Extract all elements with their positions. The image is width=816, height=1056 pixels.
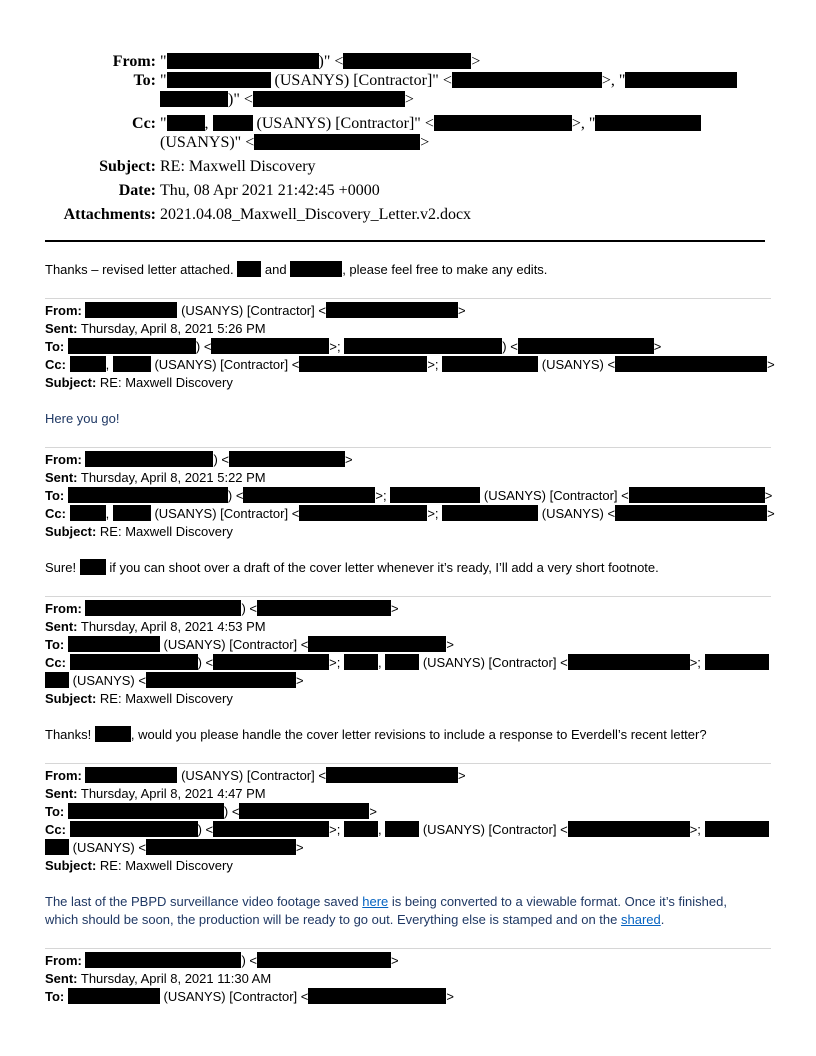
cc-label: Cc: [45, 357, 66, 372]
redaction [68, 803, 224, 819]
subject-text: RE: Maxwell Discovery [99, 858, 233, 873]
email-divider [45, 298, 771, 299]
header-to-org: (USANYS) [Contractor] [274, 72, 433, 89]
header-subject-label: Subject: [99, 158, 156, 175]
email-body [45, 559, 771, 577]
org-text: (USANYS) [Contractor] [163, 637, 298, 652]
cc-label: Cc: [45, 655, 66, 670]
header-from-label: From: [112, 53, 156, 70]
redaction [211, 338, 329, 354]
org-text: (USANYS) [Contractor] [483, 488, 618, 503]
redaction [160, 91, 228, 107]
redaction [595, 115, 701, 131]
redaction [257, 952, 391, 968]
redaction [568, 821, 690, 837]
email-body [45, 893, 771, 929]
redaction [615, 505, 767, 521]
redaction [146, 839, 296, 855]
redaction [625, 72, 737, 88]
subject-text: RE: Maxwell Discovery [99, 524, 233, 539]
from-label: From: [45, 303, 82, 318]
header-cc-row: Cc: " , (USANYS) [Contractor]" < >, " (USANYS)" < > [0, 114, 816, 152]
redaction [239, 803, 369, 819]
redaction [343, 53, 471, 69]
redaction [518, 338, 654, 354]
redaction [146, 672, 296, 688]
redaction [70, 505, 106, 521]
header-cc-org2: (USANYS) [160, 134, 235, 151]
redaction [299, 356, 427, 372]
redaction [85, 767, 177, 783]
to-label: To: [45, 339, 65, 354]
redaction [213, 654, 329, 670]
header-cc-label: Cc: [132, 115, 156, 132]
redaction [629, 487, 765, 503]
body-text: Sure! [45, 560, 77, 575]
quoted-email: From: ) < > Sent: Thursday, April 8, 2021 4:53 PM To: (USANYS) [Contractor] < > Cc: ) < >; , (USANYS) [Contractor] < >; (USANYS) < > Subject: RE: Maxwell Discovery Thanks! , would you please handle the cover letter revisions to include a response to Everdell’s recent letter? [45, 600, 771, 744]
redaction [70, 654, 198, 670]
redaction [68, 636, 160, 652]
from-label: From: [45, 768, 82, 783]
header-attachments-row [0, 205, 816, 224]
subject-label: Subject: [45, 524, 97, 539]
email-divider [45, 596, 771, 597]
redaction [615, 356, 767, 372]
top-message-text: Thanks – revised letter attached. [45, 262, 234, 277]
redaction [68, 487, 228, 503]
body-text: Thanks! [45, 727, 92, 742]
redaction [299, 505, 427, 521]
header-date-row [0, 181, 816, 200]
redaction [85, 451, 213, 467]
redaction [167, 72, 271, 88]
redaction [45, 672, 69, 688]
redaction [326, 302, 458, 318]
sent-label: Sent: [45, 971, 78, 986]
redaction [308, 988, 446, 1004]
sent-date: Thursday, April 8, 2021 4:53 PM [80, 619, 266, 634]
redaction [308, 636, 446, 652]
org-text: (USANYS) [541, 506, 604, 521]
redaction [442, 356, 538, 372]
subject-text: RE: Maxwell Discovery [99, 691, 233, 706]
org-text: (USANYS) [Contractor] [154, 357, 289, 372]
redaction [705, 654, 769, 670]
quoted-email: From: ) < > Sent: Thursday, April 8, 2021 11:30 AM To: (USANYS) [Contractor] < > [45, 953, 454, 1004]
redaction [85, 600, 241, 616]
header-subject-row [0, 157, 816, 176]
sent-label: Sent: [45, 321, 78, 336]
redaction [68, 988, 160, 1004]
header-subject: RE: Maxwell Discovery [160, 158, 316, 175]
email-divider [45, 948, 771, 949]
top-message [45, 261, 771, 279]
top-message-text: , please feel free to make any edits. [342, 262, 548, 277]
sent-label: Sent: [45, 619, 78, 634]
org-text: (USANYS) [Contractor] [163, 989, 298, 1004]
here-link[interactable]: here [362, 894, 389, 909]
redaction [213, 821, 329, 837]
org-text: (USANYS) [Contractor] [154, 506, 289, 521]
sent-label: Sent: [45, 786, 78, 801]
email-body [45, 726, 771, 744]
email-divider [45, 447, 771, 448]
body-text: . [660, 912, 665, 927]
quoted-email: From: ) < > Sent: Thursday, April 8, 2021 5:22 PM To: ) < >; (USANYS) [Contractor] < > Cc: , (USANYS) [Contractor] < >; (USANYS) < > Subject: RE: Maxwell Discovery Sure! if you can shoot over a draft of the cover letter whenever it’s ready, I’ll add a very short footnote. [45, 452, 775, 575]
org-text: (USANYS) [Contractor] [181, 768, 315, 783]
org-text: (USANYS) [541, 357, 604, 372]
email-body: Here you go! [45, 411, 120, 426]
body-text: if you can shoot over a draft of the cover letter whenever it’s ready, I’ll add a very short footnote. [109, 560, 659, 575]
org-text: (USANYS) [72, 840, 135, 855]
quoted-email: From: (USANYS) [Contractor] < > Sent: Thursday, April 8, 2021 4:47 PM To: ) < > Cc: ) < >; , (USANYS) [Contractor] < >; (USANYS) < > Subject: RE: Maxwell Discovery The last of the PBPD surveillance video footage saved here is being converted to a viewable format. Once it’s finished, which should be soon, the production will be ready to go out. Everything else is stamped and on the shared. [45, 767, 771, 929]
redaction [705, 821, 769, 837]
redaction [452, 72, 602, 88]
redaction [290, 261, 342, 277]
redaction [442, 505, 538, 521]
header-date: Thu, 08 Apr 2021 21:42:45 +0000 [160, 182, 380, 199]
redaction [434, 115, 572, 131]
redaction [167, 53, 319, 69]
redaction [344, 821, 378, 837]
redaction [568, 654, 690, 670]
sent-date: Thursday, April 8, 2021 11:30 AM [80, 971, 272, 986]
redaction [80, 559, 106, 575]
org-text: (USANYS) [Contractor] [422, 822, 557, 837]
header-to-row: To: " (USANYS) [Contractor]" < >, " )" < > [0, 71, 816, 109]
header-date-label: Date: [118, 182, 156, 199]
sent-date: Thursday, April 8, 2021 4:47 PM [80, 786, 266, 801]
subject-label: Subject: [45, 858, 97, 873]
body-text: The last of the PBPD surveillance video footage saved [45, 894, 359, 909]
redaction [85, 952, 241, 968]
body-text: is being converted to a viewable format. Once it’s finished, [391, 894, 727, 909]
body-text: , would you please handle the cover letter revisions to include a response to Everdell’s recent letter? [130, 727, 707, 742]
to-label: To: [45, 637, 65, 652]
redaction [113, 505, 151, 521]
header-to-label: To: [133, 72, 156, 89]
redaction [85, 302, 177, 318]
subject-label: Subject: [45, 691, 97, 706]
redaction [113, 356, 151, 372]
to-label: To: [45, 804, 65, 819]
redaction [253, 91, 405, 107]
org-text: (USANYS) [Contractor] [422, 655, 557, 670]
subject-text: RE: Maxwell Discovery [99, 375, 233, 390]
cc-label: Cc: [45, 506, 66, 521]
quoted-email: From: (USANYS) [Contractor] < > Sent: Thursday, April 8, 2021 5:26 PM To: ) < >; ) < > Cc: , (USANYS) [Contractor] < >; (USANYS) < > Subject: RE: Maxwell Discovery Here you go! [45, 303, 775, 426]
header-from-row: From: " )" < > [0, 52, 816, 71]
redaction [167, 115, 205, 131]
shared-link[interactable]: shared [620, 912, 661, 927]
redaction [45, 839, 69, 855]
top-message-text: and [264, 262, 287, 277]
redaction [326, 767, 458, 783]
sent-label: Sent: [45, 470, 78, 485]
org-text: (USANYS) [72, 673, 135, 688]
redaction [237, 261, 261, 277]
redaction [385, 654, 419, 670]
redaction [213, 115, 253, 131]
redaction [68, 338, 196, 354]
from-label: From: [45, 452, 82, 467]
to-label: To: [45, 488, 65, 503]
cc-label: Cc: [45, 822, 66, 837]
email-divider [45, 763, 771, 764]
header-divider [45, 240, 765, 242]
from-label: From: [45, 601, 82, 616]
from-label: From: [45, 953, 82, 968]
org-text: (USANYS) [Contractor] [181, 303, 315, 318]
email-header [0, 52, 816, 224]
header-attachments-label: Attachments: [63, 206, 156, 223]
redaction [95, 726, 131, 742]
redaction [70, 821, 198, 837]
redaction [344, 654, 378, 670]
to-label: To: [45, 989, 65, 1004]
sent-date: Thursday, April 8, 2021 5:26 PM [80, 321, 266, 336]
redaction [254, 134, 420, 150]
sent-date: Thursday, April 8, 2021 5:22 PM [80, 470, 266, 485]
redaction [257, 600, 391, 616]
redaction [385, 821, 419, 837]
subject-label: Subject: [45, 375, 97, 390]
redaction [70, 356, 106, 372]
redaction [229, 451, 345, 467]
header-cc-org: (USANYS) [Contractor] [256, 115, 415, 132]
body-text: which should be soon, the production will be ready to go out. Everything else is stamped and on the [45, 912, 618, 927]
redaction [344, 338, 502, 354]
redaction [390, 487, 480, 503]
redaction [243, 487, 375, 503]
header-attachment[interactable]: 2021.04.08_Maxwell_Discovery_Letter.v2.docx [160, 206, 472, 223]
